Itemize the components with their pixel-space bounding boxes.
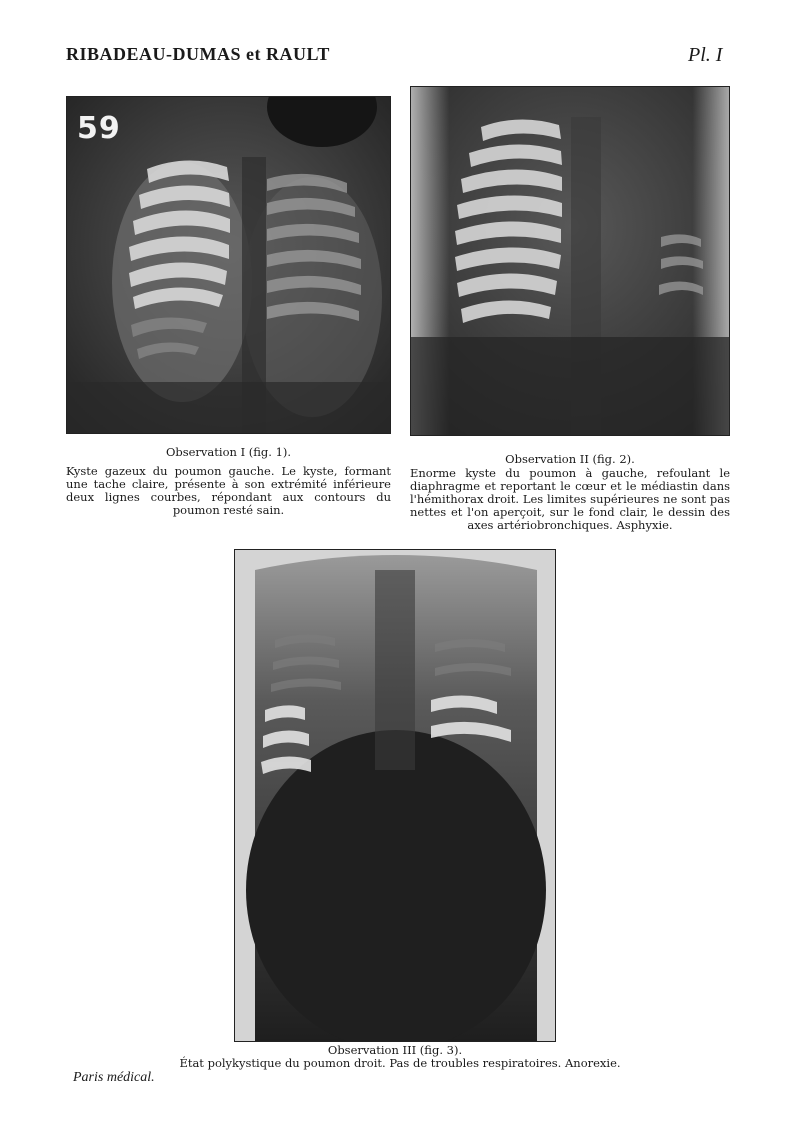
figure-3-caption: État polykystique du poumon droit. Pas de troubles respiratoires. Anorexie. xyxy=(179,1056,621,1070)
plate-number: 59 xyxy=(77,111,121,146)
xray-image-fig-2 xyxy=(410,86,730,436)
xray-image-fig-1 xyxy=(66,96,391,434)
figure-2-caption: Enorme kyste du poumon à gauche, refoulant le diaphragme et reportant le cœur et le médiastin dans l'hémithorax droit. Les limites supérieures ne sont pas nettes et l'on aperçoit, sur le fond clair, le dessin des axes artériobronchiques. Asphyxie. xyxy=(410,466,730,532)
figure-1-caption: Kyste gazeux du poumon gauche. Le kyste, formant une tache claire, présente à son extrémité inférieure deux lignes courbes, répondant aux contours du poumon resté sain. xyxy=(66,464,391,517)
xray-image-fig-3 xyxy=(234,549,556,1042)
figure-3-title: Observation III (fig. 3). xyxy=(327,1043,463,1057)
figure-1-title: Observation I (fig. 1). xyxy=(165,445,292,459)
journal-name: Paris médical. xyxy=(73,1070,155,1085)
plate-label: Pl. I xyxy=(688,44,723,66)
running-header-authors: RIBADEAU-DUMAS et RAULT xyxy=(66,44,330,64)
figure-2-title: Observation II (fig. 2). xyxy=(505,452,635,466)
